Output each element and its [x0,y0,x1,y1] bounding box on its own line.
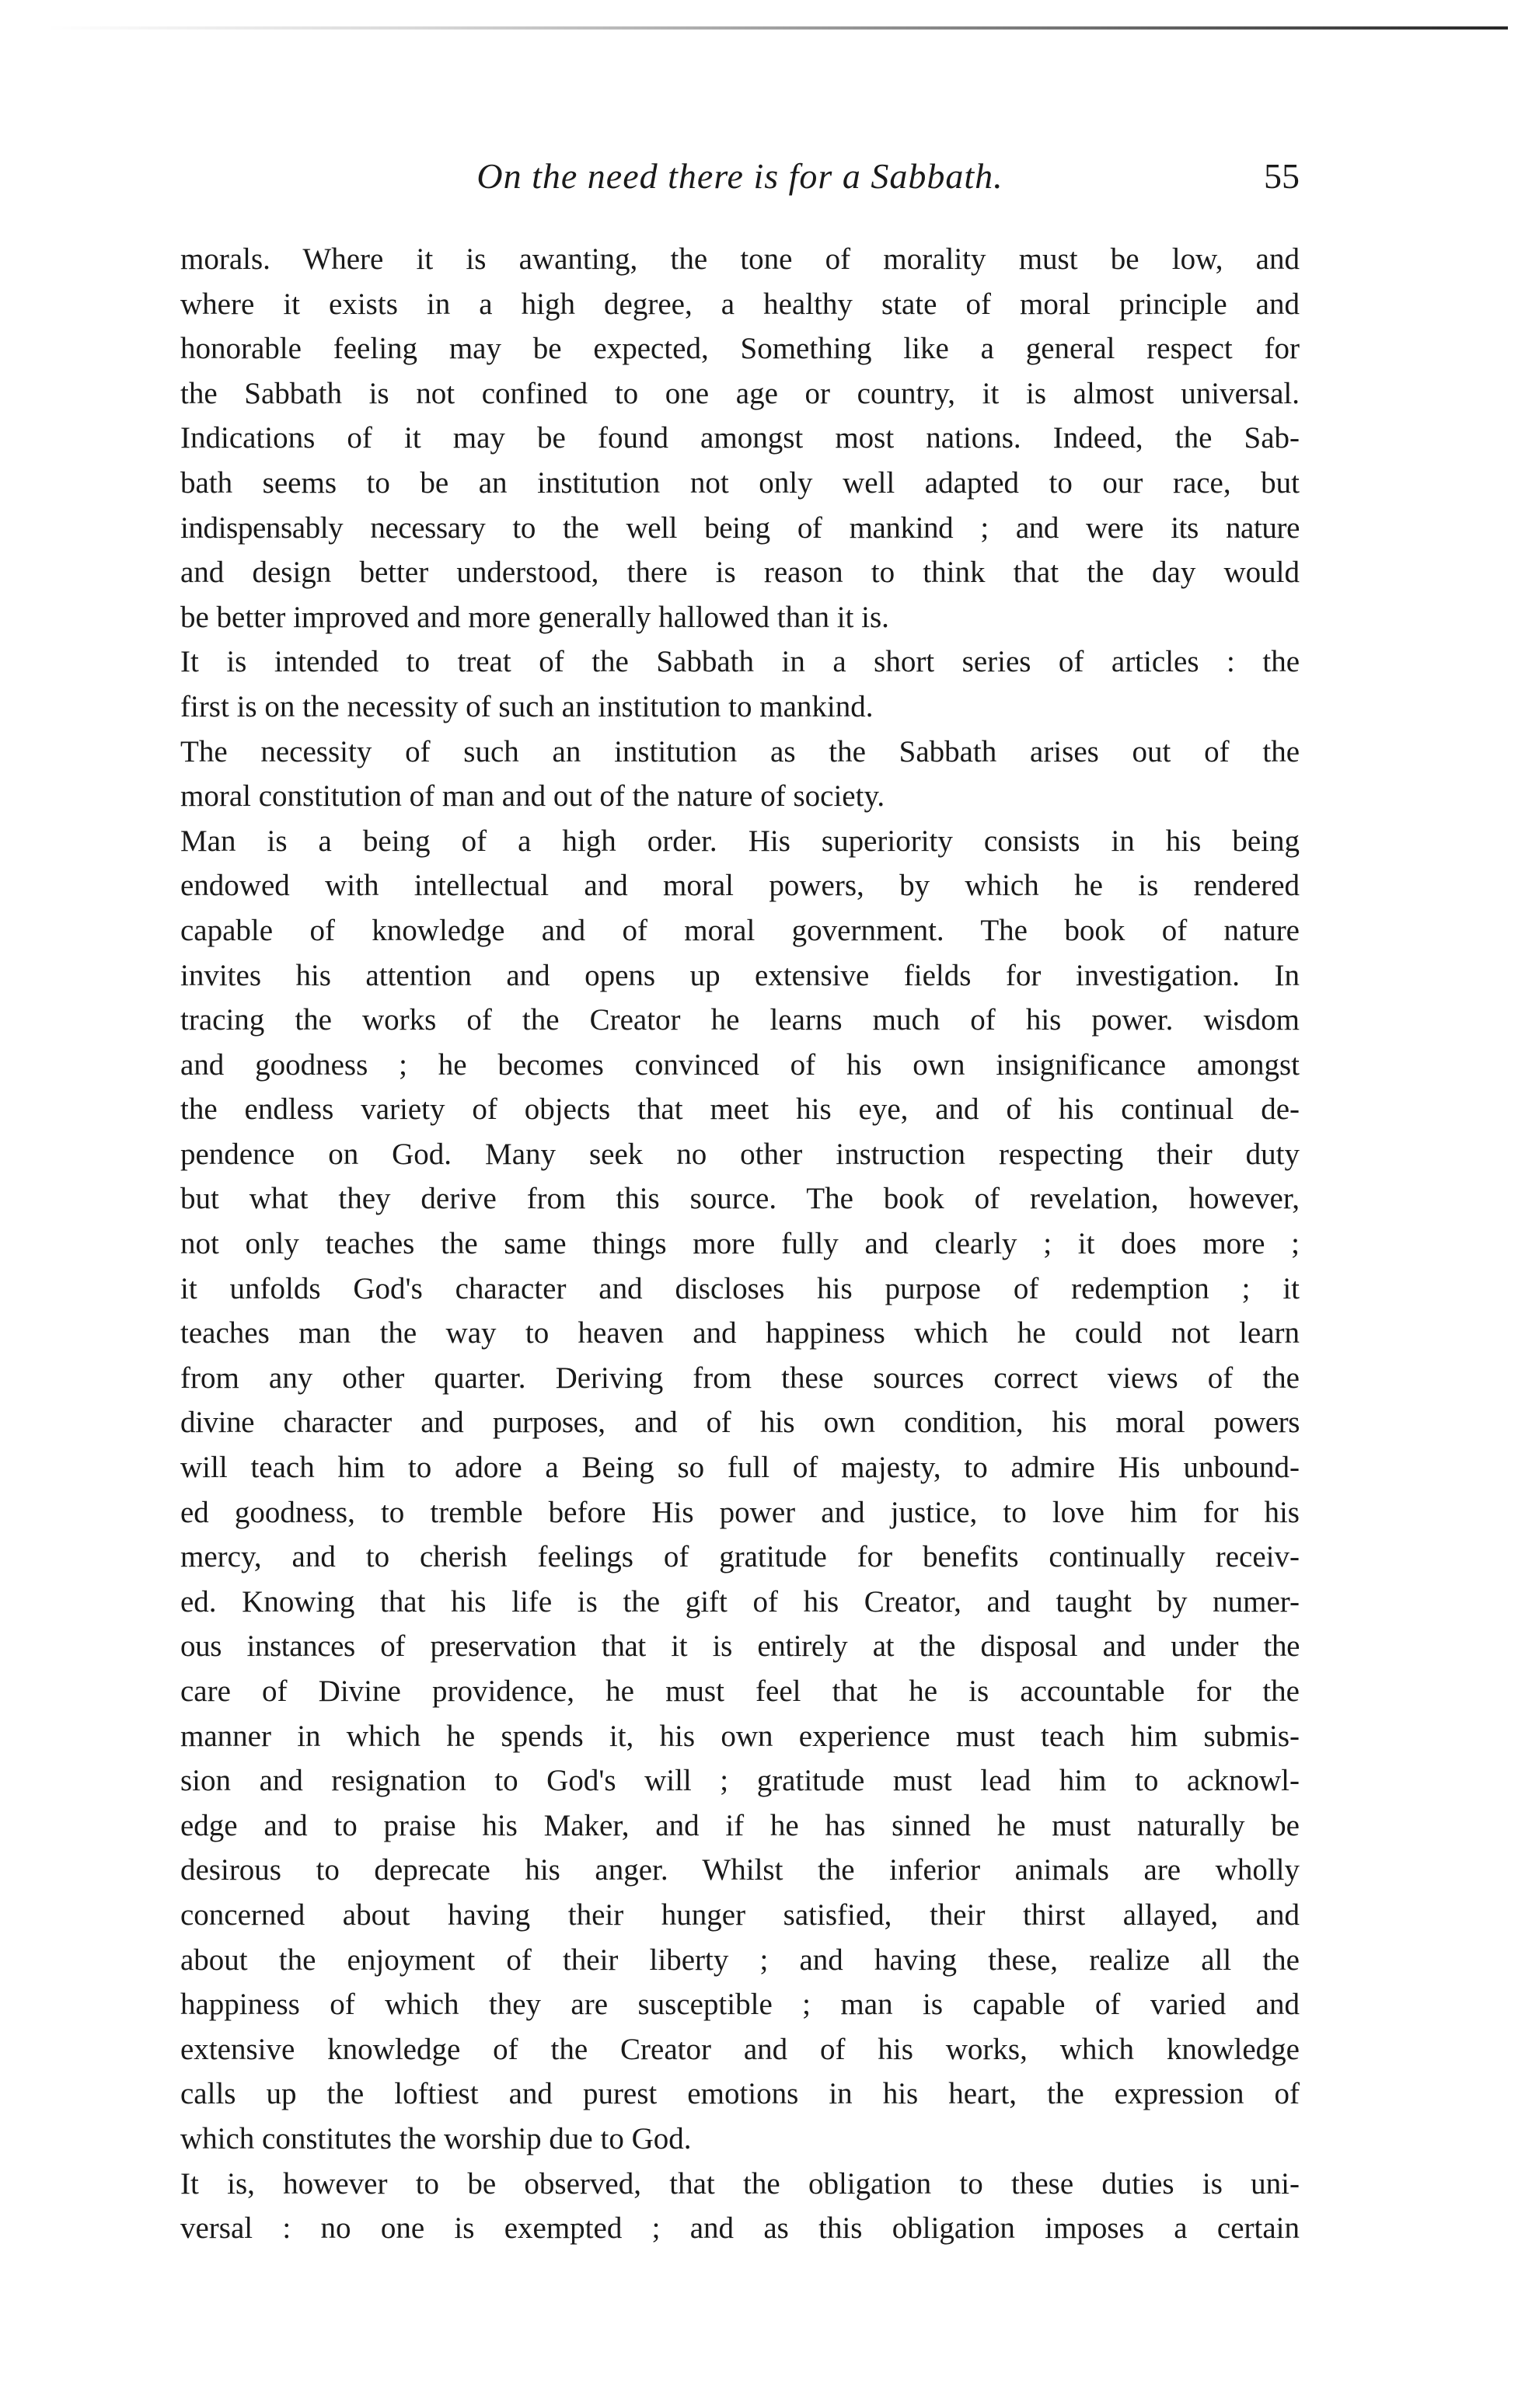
text-line: concerned about having their hunger satisfied, their thirst allayed, and [180,1897,1300,1932]
text-line: happiness of which they are susceptible ; man is capable of varied and [180,1988,1300,2022]
text-line: which constitutes the worship due to God. [180,2121,692,2155]
text-line: sion and resignation to God's will ; gratitude must lead him to acknowl- [180,1764,1300,1798]
text-line: invites his attention and opens up extensive fields for investigation. In [180,958,1300,992]
text-line: versal : no one is exempted ; and as this obligation imposes a certain [180,2211,1300,2246]
text-line: be better improved and more generally hallowed than it is. [180,600,889,634]
text-line: endowed with intellectual and moral powers, by which he is rendered [180,869,1300,903]
text-line: manner in which he spends it, his own experience must teach him submis- [180,1719,1300,1753]
text-line: morals. Where it is awanting, the tone of morality must be low, and [180,242,1300,276]
text-line: about the enjoyment of their liberty ; and having these, realize all the [180,1943,1300,1977]
text-line: moral constitution of man and out of the nature of society. [180,779,885,814]
text-line: Indications of it may be found amongst most nations. Indeed, the Sab- [180,421,1300,455]
text-line: the Sabbath is not confined to one age or country, it is almost universal. [180,376,1300,410]
text-line: Man is a being of a high order. His superiority consists in his being [180,824,1300,858]
body-text [180,237,1300,2251]
text-line: desirous to deprecate his anger. Whilst the inferior animals are wholly [180,1853,1300,1887]
text-line: mercy, and to cherish feelings of gratitude for benefits continually receiv- [180,1540,1300,1574]
text-line: will teach him to adore a Being so full of majesty, to admire His unbound- [180,1451,1300,1485]
text-line: calls up the loftiest and purest emotions in his heart, the expression of [180,2077,1300,2111]
text-line: where it exists in a high degree, a healthy state of moral principle and [180,287,1300,321]
text-line: not only teaches the same things more fully and clearly ; it does more ; [180,1227,1300,1261]
text-line: edge and to praise his Maker, and if he has sinned he must naturally be [180,1808,1300,1842]
text-line: bath seems to be an institution not only well adapted to our race, but [180,465,1300,500]
text-line: and goodness ; he becomes convinced of his own insignificance amongst [180,1047,1300,1082]
page-number: 55 [1264,156,1300,196]
text-line: honorable feeling may be expected, Something like a general respect for [180,332,1300,366]
text-line: indispensably necessary to the well being of mankind ; and were its nature [180,511,1300,545]
text-line: the endless variety of objects that meet his eye, and of his continual de- [180,1092,1300,1127]
text-line: It is intended to treat of the Sabbath in a short series of articles : the [180,645,1300,679]
text-line: pendence on God. Many seek no other instruction respecting their duty [180,1137,1300,1171]
text-line: ed. Knowing that his life is the gift of his Creator, and taught by numer- [180,1584,1300,1619]
text-line: it unfolds God's character and discloses his purpose of redemption ; it [180,1271,1300,1305]
running-title: On the need there is for a Sabbath. [476,156,1003,196]
text-line: teaches man the way to heaven and happiness which he could not learn [180,1316,1300,1350]
text-line: tracing the works of the Creator he learns much of his power. wisdom [180,1003,1300,1037]
text-line: The necessity of such an institution as the Sabbath arises out of the [180,734,1300,768]
text-line: ed goodness, to tremble before His power and justice, to love him for his [180,1495,1300,1529]
scan-edge-shadow [47,26,1508,30]
text-line: It is, however to be observed, that the obligation to these duties is uni- [180,2166,1300,2201]
text-line: capable of knowledge and of moral government. The book of nature [180,913,1300,947]
text-line: care of Divine providence, he must feel that he is accountable for the [180,1674,1300,1708]
text-line: first is on the necessity of such an institution to mankind. [180,689,874,723]
text-line: from any other quarter. Deriving from these sources correct views of the [180,1361,1300,1395]
text-line: but what they derive from this source. The book of revelation, however, [180,1182,1300,1216]
text-line: extensive knowledge of the Creator and of his works, which knowledge [180,2032,1300,2066]
text-line: divine character and purposes, and of his own condition, his moral powers [180,1406,1300,1440]
text-line: ous instances of preservation that it is entirely at the disposal and under the [180,1629,1300,1664]
text-line: and design better understood, there is reason to think that the day would [180,556,1300,590]
page-header [180,155,1300,210]
